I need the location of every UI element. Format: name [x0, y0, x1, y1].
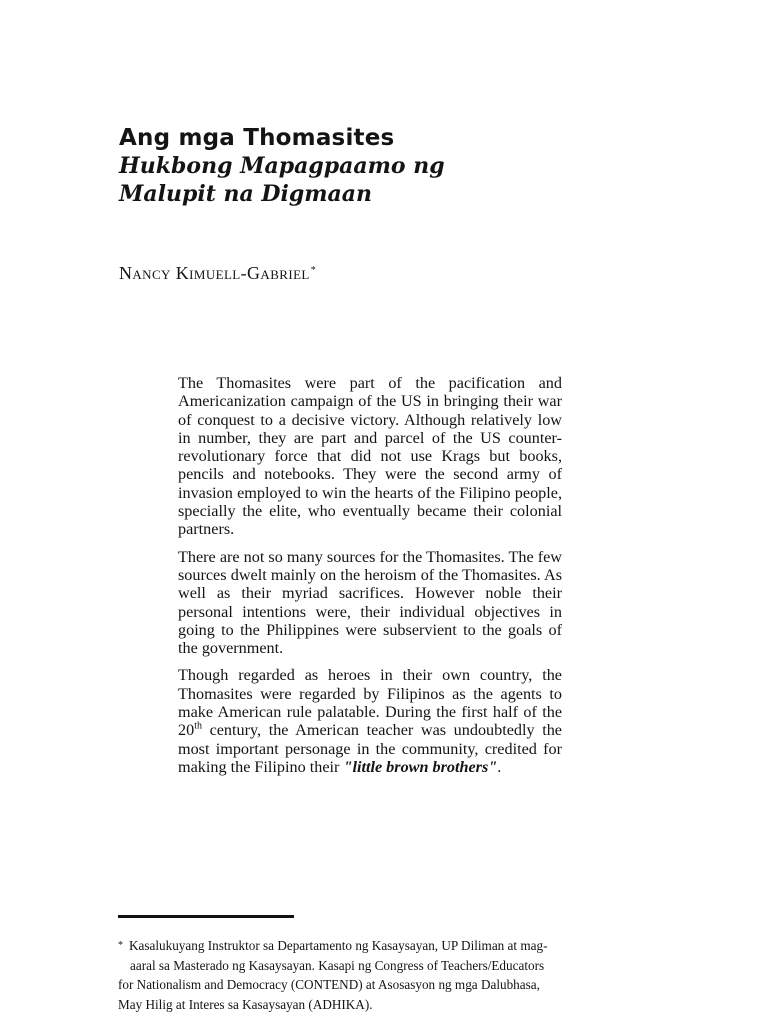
paragraph-3-end: .	[497, 757, 502, 776]
article-title: Ang mga Thomasites	[119, 125, 395, 151]
author-byline	[119, 262, 316, 284]
article-title-block	[119, 124, 639, 208]
emphasized-quote: "little brown brothers"	[343, 757, 498, 776]
footnote-line-1	[118, 936, 634, 956]
footnote-text-1: Kasalukuyang Instruktor sa Departamento ng Kasaysayan, UP Diliman at mag-	[129, 938, 548, 953]
footnote-mark: *	[118, 940, 123, 951]
author-footnote-mark: *	[310, 265, 317, 276]
paragraph-3-text-a: Though regarded as heroes in their own country, the Thomasites were regarded by Filipinos as the agents to make American rule palatable. During the first half of the 20	[178, 666, 562, 740]
body-paragraph-1: The Thomasites were part of the pacification and Americanization campaign of the US in bringing their war of conquest to a decisive victory. Although relatively low in number, they are part and parcel of the US counter-revolutionary force that did not use Krags but books, pencils and notebooks. They were the second army of invasion employed to win the hearts of the Filipino people, specially the elite, who eventually became their colonial partners.	[178, 374, 562, 539]
footnote	[118, 936, 634, 1014]
footnote-divider	[118, 915, 294, 918]
body-paragraph-2: There are not so many sources for the Thomasites. The few sources dwelt mainly on the heroism of the Thomasites. As well as their myriad sacrifices. However noble their personal intentions were, their individual objectives in going to the Philippines were subservient to the goals of the government.	[178, 547, 562, 658]
footnote-line-4: May Hilig at Interes sa Kasaysayan (ADHIKA).	[118, 996, 373, 1012]
body-paragraph-3	[178, 666, 562, 776]
article-subtitle-line-1: Hukbong Mapagpaamo ng	[119, 153, 445, 179]
article-subtitle-line-2: Malupit na Digmaan	[119, 181, 373, 207]
author-name: Nancy Kimuell-Gabriel	[119, 263, 310, 283]
article-body	[178, 374, 562, 785]
paragraph-3-text-b: century, the American teacher was undoubtedly the most important personage in the community, credited for making the Filipino their	[178, 721, 562, 776]
ordinal-suffix: th	[194, 720, 202, 732]
footnote-line-2: aaral sa Masterado ng Kasaysayan. Kasapi ng Congress of Teachers/Educators	[130, 957, 545, 973]
footnote-line-3: for Nationalism and Democracy (CONTEND) at Asosasyon ng mga Dalubhasa,	[118, 977, 540, 993]
